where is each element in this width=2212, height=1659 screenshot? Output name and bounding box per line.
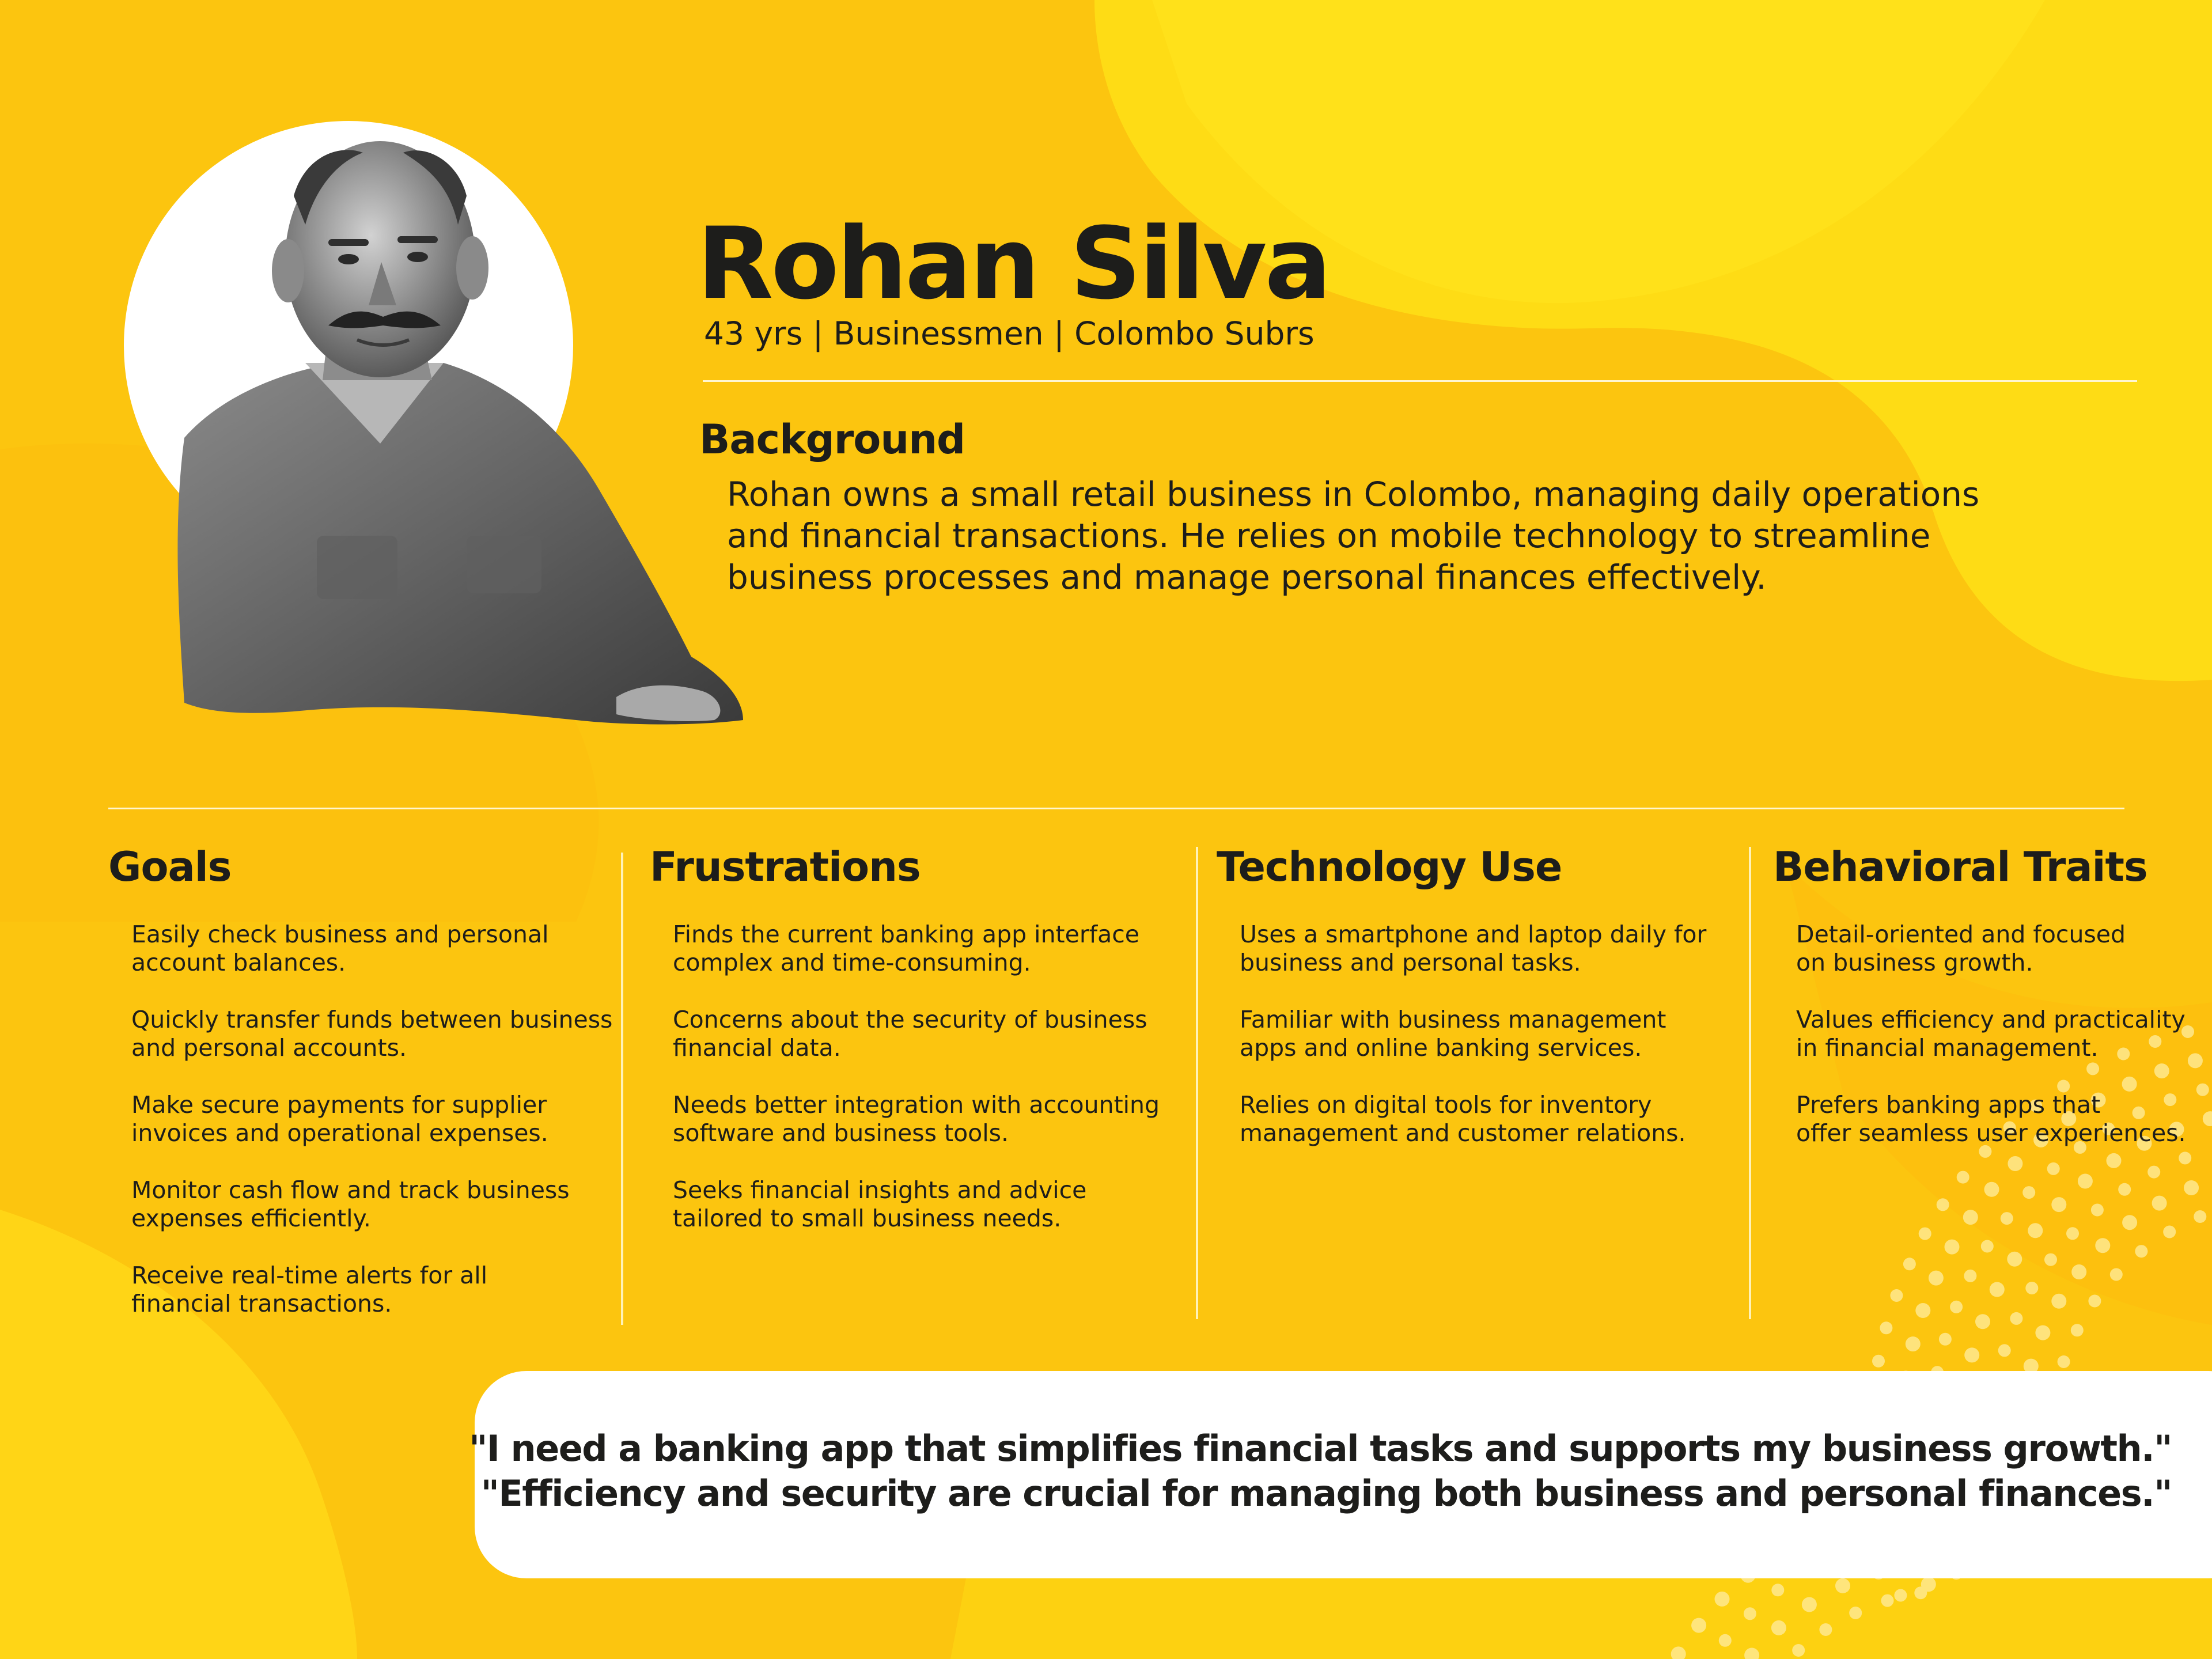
goals-heading: Goals	[108, 843, 232, 891]
technology-use-section	[1217, 843, 1707, 1176]
goals-section	[108, 843, 613, 1347]
list-item: Seeks financial insights and advice tailored to small business needs.	[673, 1176, 1087, 1232]
frustrations-section	[650, 843, 1160, 1262]
column-divider	[1196, 847, 1198, 1319]
list-item: Prefers banking apps that offer seamless user experiences.	[1796, 1091, 2186, 1147]
technology-use-heading: Technology Use	[1217, 843, 1562, 891]
behavioral-traits-heading: Behavioral Traits	[1773, 843, 2147, 891]
quote-line: "I need a banking app that simplifies financial tasks and supports my business growth."	[469, 1427, 2172, 1469]
background-line: business processes and manage personal finances effectively.	[727, 558, 1767, 597]
list-item: Needs better integration with accounting software and business tools.	[673, 1091, 1160, 1147]
list-item: Uses a smartphone and laptop daily for business and personal tasks.	[1240, 921, 1707, 976]
persona-photo	[121, 121, 760, 755]
list-item: Make secure payments for supplier invoices and operational expenses.	[131, 1091, 548, 1147]
list-item: Quickly transfer funds between business and personal accounts.	[131, 1006, 613, 1062]
background-line: Rohan owns a small retail business in Colombo, managing daily operations	[727, 475, 1980, 514]
list-item: Values efficiency and practicality in financial management.	[1796, 1006, 2186, 1062]
persona-quote	[469, 1426, 2172, 1516]
background-line: and financial transactions. He relies on mobile technology to streamline	[727, 516, 1931, 555]
column-divider	[1749, 847, 1751, 1319]
list-item: Finds the current banking app interface complex and time-consuming.	[673, 921, 1140, 976]
list-item: Familiar with business management apps and online banking services.	[1240, 1006, 1666, 1062]
list-item: Receive real-time alerts for all financial transactions.	[131, 1262, 488, 1317]
background-text	[727, 474, 2052, 598]
list-item: Concerns about the security of business financial data.	[673, 1006, 1147, 1062]
column-divider	[621, 853, 623, 1325]
frustrations-heading: Frustrations	[650, 843, 921, 891]
list-item: Easily check business and personal account balances.	[131, 921, 549, 976]
section-divider	[108, 808, 2124, 809]
header-divider	[703, 380, 2137, 382]
list-item: Detail-oriented and focused on business growth.	[1796, 921, 2126, 976]
quote-line: "Efficiency and security are crucial for managing both business and personal finances."	[480, 1472, 2172, 1514]
behavioral-traits-section	[1773, 843, 2186, 1176]
list-item: Monitor cash flow and track business expenses efficiently.	[131, 1176, 570, 1232]
persona-subtitle: 43 yrs | Businessmen | Colombo Subrs	[704, 315, 1315, 352]
list-item: Relies on digital tools for inventory management and customer relations.	[1240, 1091, 1686, 1147]
background-heading: Background	[699, 416, 965, 463]
persona-name: Rohan Silva	[697, 206, 1330, 321]
